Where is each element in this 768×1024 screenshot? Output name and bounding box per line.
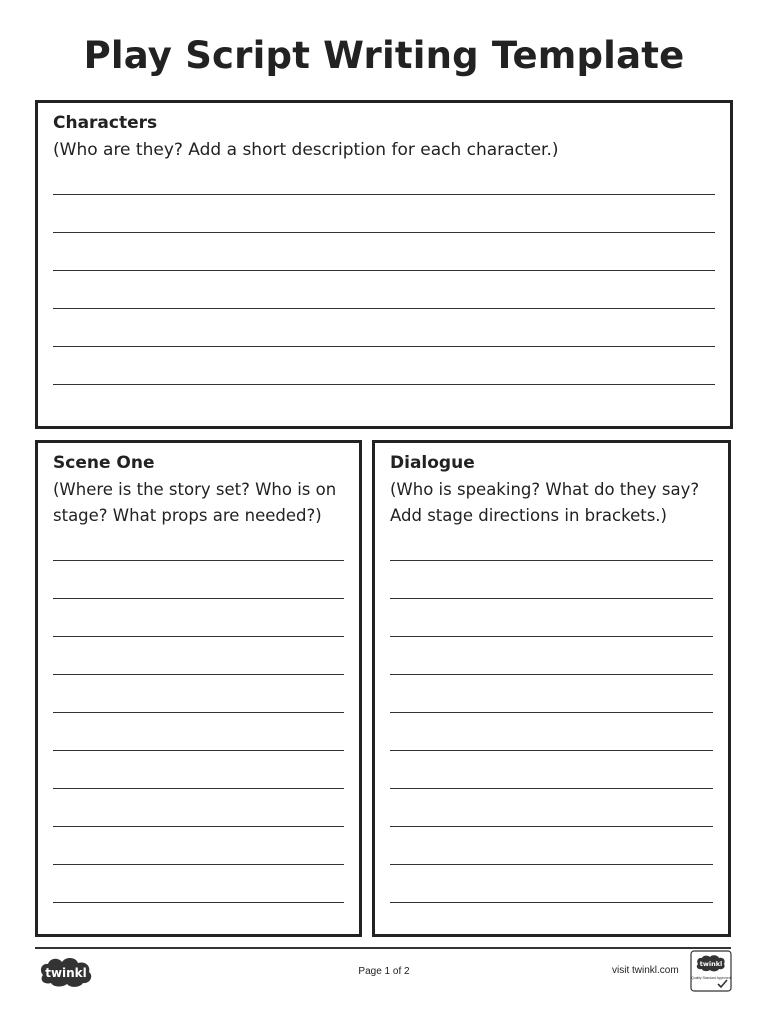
quality-approved-badge bbox=[690, 950, 732, 992]
writing-line[interactable] bbox=[53, 270, 715, 271]
writing-line[interactable] bbox=[390, 712, 713, 713]
writing-line[interactable] bbox=[53, 598, 344, 599]
dialogue-box bbox=[372, 440, 731, 937]
writing-line[interactable] bbox=[53, 750, 344, 751]
writing-line[interactable] bbox=[53, 636, 344, 637]
writing-line[interactable] bbox=[53, 384, 715, 385]
characters-box bbox=[35, 100, 733, 429]
page-title: Play Script Writing Template bbox=[83, 34, 685, 77]
dialogue-heading: Dialogue bbox=[390, 453, 475, 473]
writing-line[interactable] bbox=[53, 560, 344, 561]
writing-line[interactable] bbox=[53, 194, 715, 195]
characters-writing-lines[interactable] bbox=[53, 103, 715, 426]
writing-line[interactable] bbox=[390, 750, 713, 751]
writing-line[interactable] bbox=[53, 902, 344, 903]
scene-one-prompt: (Where is the story set? Who is on stage? What props are needed?) bbox=[53, 480, 337, 525]
writing-line[interactable] bbox=[53, 674, 344, 675]
writing-line[interactable] bbox=[390, 560, 713, 561]
writing-line[interactable] bbox=[53, 346, 715, 347]
badge-caption: Quality Standard Approved bbox=[691, 976, 731, 980]
writing-line[interactable] bbox=[390, 674, 713, 675]
writing-line[interactable] bbox=[390, 788, 713, 789]
scene-one-heading: Scene One bbox=[53, 453, 155, 473]
writing-line[interactable] bbox=[390, 902, 713, 903]
writing-line[interactable] bbox=[390, 636, 713, 637]
scene-one-writing-lines[interactable] bbox=[53, 443, 344, 934]
characters-heading: Characters bbox=[53, 113, 158, 133]
scene-one-box bbox=[35, 440, 362, 937]
twinkl-logo-text: twinkl bbox=[45, 966, 87, 980]
writing-line[interactable] bbox=[53, 308, 715, 309]
page-number: Page 1 of 2 bbox=[358, 966, 410, 977]
footer-divider bbox=[35, 947, 731, 949]
badge-logo-text: twinkl bbox=[699, 960, 723, 968]
writing-line[interactable] bbox=[53, 788, 344, 789]
dialogue-writing-lines[interactable] bbox=[390, 443, 713, 934]
characters-prompt: (Who are they? Add a short description for each character.) bbox=[53, 140, 559, 160]
dialogue-prompt: (Who is speaking? What do they say? Add stage directions in brackets.) bbox=[390, 480, 700, 525]
visit-link[interactable]: visit twinkl.com bbox=[612, 965, 679, 976]
writing-line[interactable] bbox=[53, 712, 344, 713]
writing-line[interactable] bbox=[390, 826, 713, 827]
writing-line[interactable] bbox=[53, 232, 715, 233]
writing-line[interactable] bbox=[390, 598, 713, 599]
writing-line[interactable] bbox=[53, 864, 344, 865]
writing-line[interactable] bbox=[390, 864, 713, 865]
writing-line[interactable] bbox=[53, 826, 344, 827]
